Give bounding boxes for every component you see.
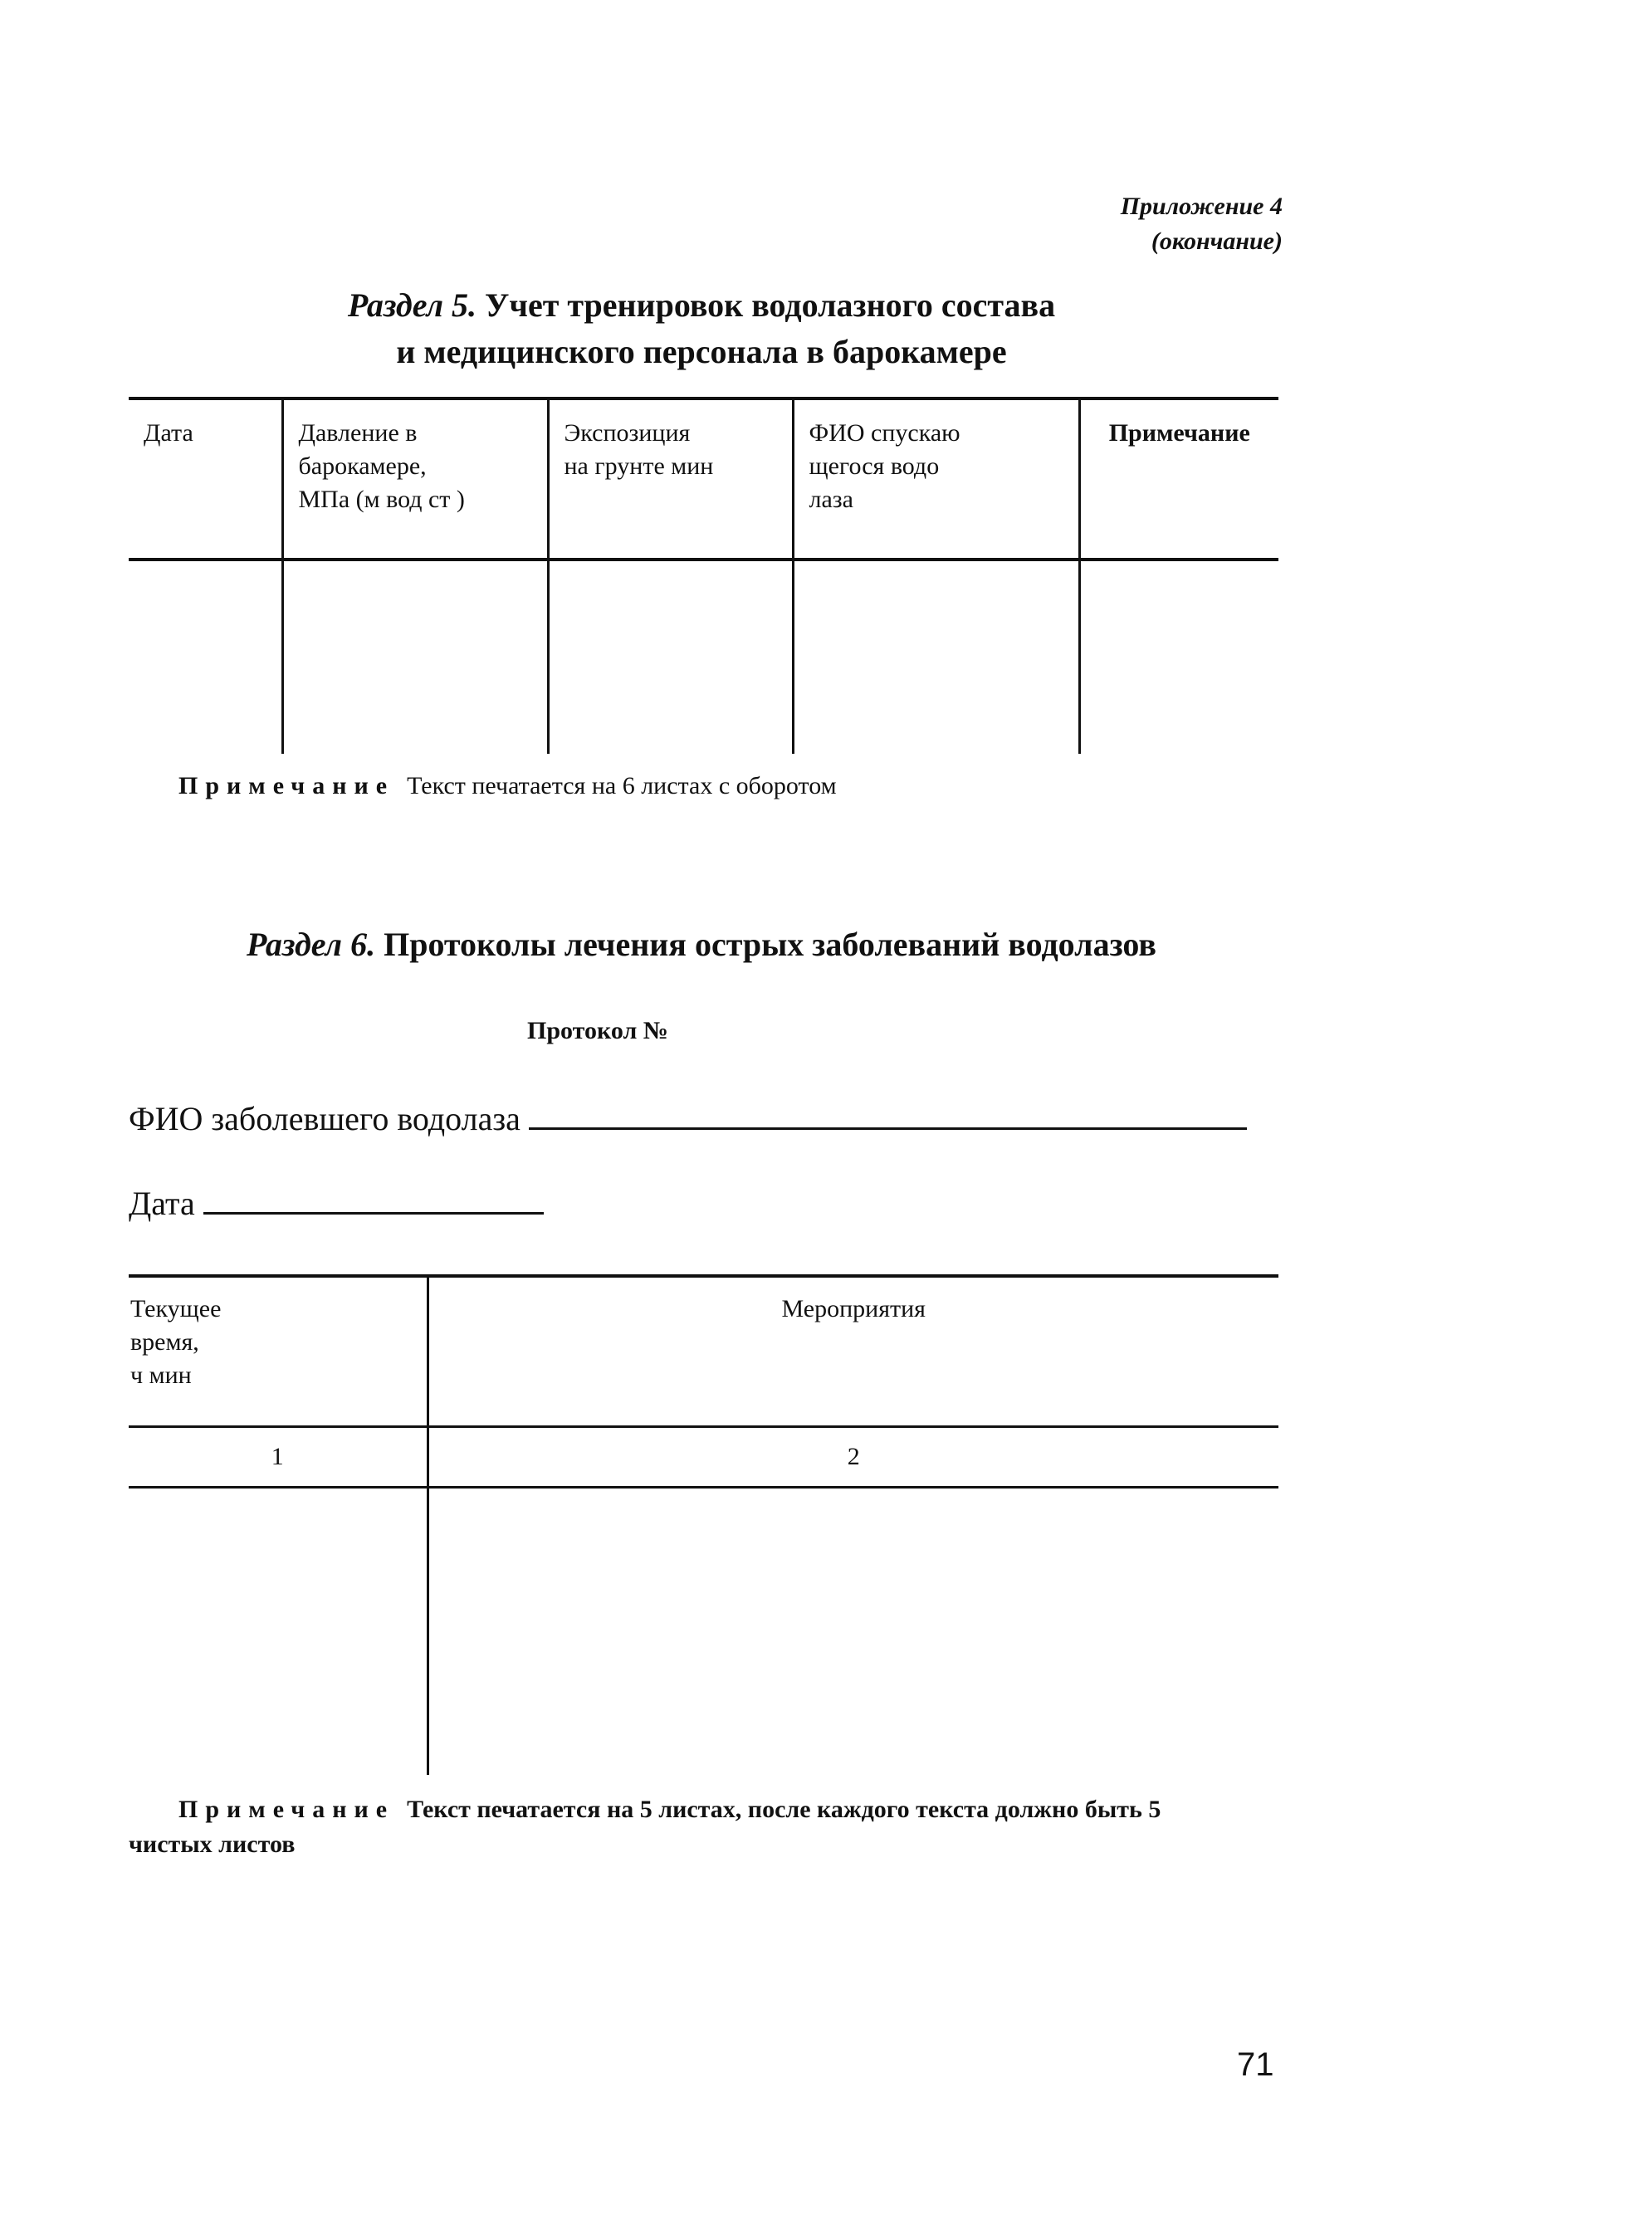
appendix-line1: Приложение 4 (1120, 193, 1283, 220)
table-row (129, 1488, 1278, 1776)
column-header-measures: Мероприятия (428, 1276, 1278, 1427)
section6-note-continued: чистых листов (129, 1831, 296, 1858)
date-field (129, 1179, 544, 1225)
note-label: Примечание (178, 772, 395, 799)
diver-name-line (529, 1094, 1247, 1130)
table-cell (548, 560, 793, 754)
training-log-table (129, 397, 1278, 754)
section6-title (125, 921, 1278, 968)
table-row (129, 560, 1278, 754)
column-header-diver-name: ФИО спускаю щегося водо лаза (793, 398, 1079, 560)
section5-note (178, 768, 837, 804)
column-number: 1 (129, 1427, 428, 1488)
section5-title-line1: Учет тренировок водолазного состава (485, 286, 1056, 324)
table-header-row (129, 398, 1278, 560)
table-cell (1079, 560, 1278, 754)
page-number: 71 (1237, 2046, 1274, 2083)
column-header-remark: Примечание (1079, 398, 1278, 560)
note-label: Примечание (178, 1796, 395, 1823)
section6-note (178, 1792, 1283, 1828)
note-text: Текст печатается на 5 листах, после каждого текста должно быть 5 (407, 1796, 1161, 1823)
column-header-time: Текущее время, ч мин (129, 1276, 428, 1427)
protocol-number-label: Протокол № (527, 1017, 668, 1044)
section5-title (249, 282, 1154, 375)
date-line (203, 1179, 544, 1215)
note-text: Текст печатается на 6 листах с оборотом (407, 772, 837, 799)
column-number-row (129, 1427, 1278, 1488)
table-cell (129, 1488, 428, 1776)
table-cell (282, 560, 548, 754)
column-header-date: Дата (129, 398, 282, 560)
table-cell (129, 560, 282, 754)
column-header-exposure: Экспозиция на грунте мин (548, 398, 793, 560)
section6-title-text: Протоколы лечения острых заболеваний водолазов (384, 926, 1157, 963)
diver-name-field (129, 1094, 1247, 1140)
treatment-protocol-table (129, 1274, 1278, 1775)
column-header-pressure: Давление в барокамере, МПа (м вод ст ) (282, 398, 548, 560)
column-number: 2 (428, 1427, 1278, 1488)
table-cell (793, 560, 1079, 754)
table-cell (428, 1488, 1278, 1776)
section5-title-line2: и медицинского персонала в барокамере (396, 333, 1007, 370)
appendix-line2: (окончание) (1151, 227, 1283, 255)
section5-title-prefix: Раздел 5. (347, 286, 477, 324)
appendix-label (1121, 189, 1283, 259)
table-header-row (129, 1276, 1278, 1427)
section6-title-prefix: Раздел 6. (246, 926, 376, 963)
diver-name-label: ФИО заболевшего водолаза (129, 1100, 521, 1137)
date-label: Дата (129, 1185, 195, 1222)
